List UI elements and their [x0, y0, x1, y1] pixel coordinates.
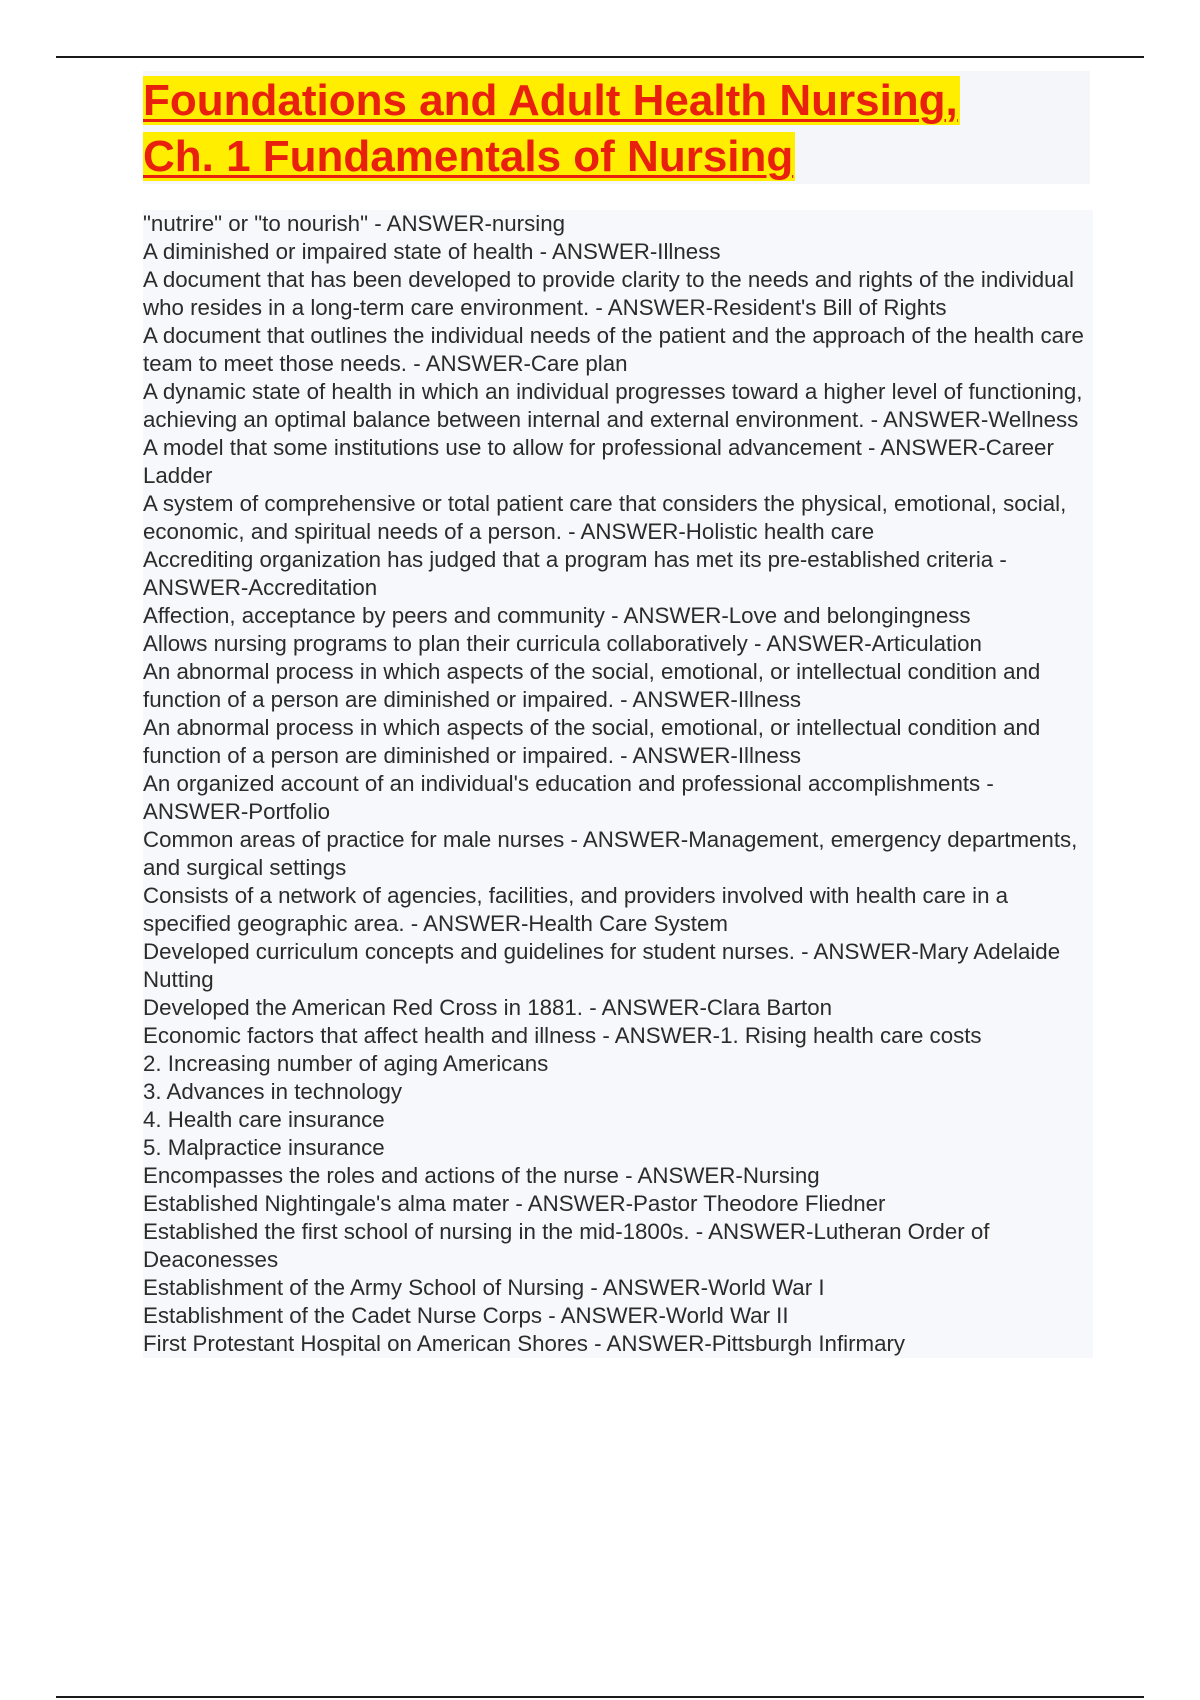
list-item: An abnormal process in which aspects of the social, emotional, or intellectual condition and function of a person are diminished or impaired. - ANSWER-Illness: [143, 714, 1093, 770]
title-line-2-text: Ch. 1 Fundamentals of Nursing: [143, 132, 794, 181]
list-item: Allows nursing programs to plan their curricula collaboratively - ANSWER-Articulation: [143, 630, 1093, 658]
list-item: Affection, acceptance by peers and community - ANSWER-Love and belongingness: [143, 602, 1093, 630]
list-item: "nutrire" or "to nourish" - ANSWER-nursing: [143, 210, 1093, 238]
list-item: First Protestant Hospital on American Shores - ANSWER-Pittsburgh Infirmary: [143, 1330, 1093, 1358]
list-item: A diminished or impaired state of health - ANSWER-Illness: [143, 238, 1093, 266]
title-line-1-text: Foundations and Adult Health Nursing,: [143, 76, 958, 125]
list-item: An abnormal process in which aspects of the social, emotional, or intellectual condition and function of a person are diminished or impaired. - ANSWER-Illness: [143, 658, 1093, 714]
list-item: Consists of a network of agencies, facilities, and providers involved with health care in a specified geographic area. - ANSWER-Health Care System: [143, 882, 1093, 938]
list-item: A model that some institutions use to allow for professional advancement - ANSWER-Career Ladder: [143, 434, 1093, 490]
list-item: A dynamic state of health in which an individual progresses toward a higher level of functioning, achieving an optimal balance between internal and external environment. - ANSWER-Wellness: [143, 378, 1093, 434]
list-item: Established Nightingale's alma mater - ANSWER-Pastor Theodore Fliedner: [143, 1190, 1093, 1218]
flashcard-list: [143, 210, 1093, 1358]
title-line-2: [143, 131, 795, 183]
top-rule: [56, 56, 1144, 58]
list-item: An organized account of an individual's education and professional accomplishments - ANSWER-Portfolio: [143, 770, 1093, 826]
list-item: A document that outlines the individual needs of the patient and the approach of the health care team to meet those needs. - ANSWER-Care plan: [143, 322, 1093, 378]
list-item: 3. Advances in technology: [143, 1078, 1093, 1106]
list-item: A system of comprehensive or total patient care that considers the physical, emotional, social, economic, and spiritual needs of a person. - ANSWER-Holistic health care: [143, 490, 1093, 546]
list-item: Economic factors that affect health and illness - ANSWER-1. Rising health care costs: [143, 1022, 1093, 1050]
list-item: 2. Increasing number of aging Americans: [143, 1050, 1093, 1078]
list-item: Developed the American Red Cross in 1881. - ANSWER-Clara Barton: [143, 994, 1093, 1022]
list-item: Establishment of the Cadet Nurse Corps - ANSWER-World War II: [143, 1302, 1093, 1330]
list-item: Accrediting organization has judged that a program has met its pre-established criteria - ANSWER-Accreditation: [143, 546, 1093, 602]
list-item: Establishment of the Army School of Nursing - ANSWER-World War I: [143, 1274, 1093, 1302]
list-item: 5. Malpractice insurance: [143, 1134, 1093, 1162]
document-title: [143, 71, 1090, 184]
list-item: Encompasses the roles and actions of the nurse - ANSWER-Nursing: [143, 1162, 1093, 1190]
list-item: Developed curriculum concepts and guidelines for student nurses. - ANSWER-Mary Adelaide Nutting: [143, 938, 1093, 994]
title-line-1: [143, 75, 960, 127]
list-item: Common areas of practice for male nurses - ANSWER-Management, emergency departments, and surgical settings: [143, 826, 1093, 882]
list-item: Established the first school of nursing in the mid-1800s. - ANSWER-Lutheran Order of Deaconesses: [143, 1218, 1093, 1274]
bottom-rule: [56, 1696, 1144, 1698]
list-item: A document that has been developed to provide clarity to the needs and rights of the individual who resides in a long-term care environment. - ANSWER-Resident's Bill of Rights: [143, 266, 1093, 322]
list-item: 4. Health care insurance: [143, 1106, 1093, 1134]
